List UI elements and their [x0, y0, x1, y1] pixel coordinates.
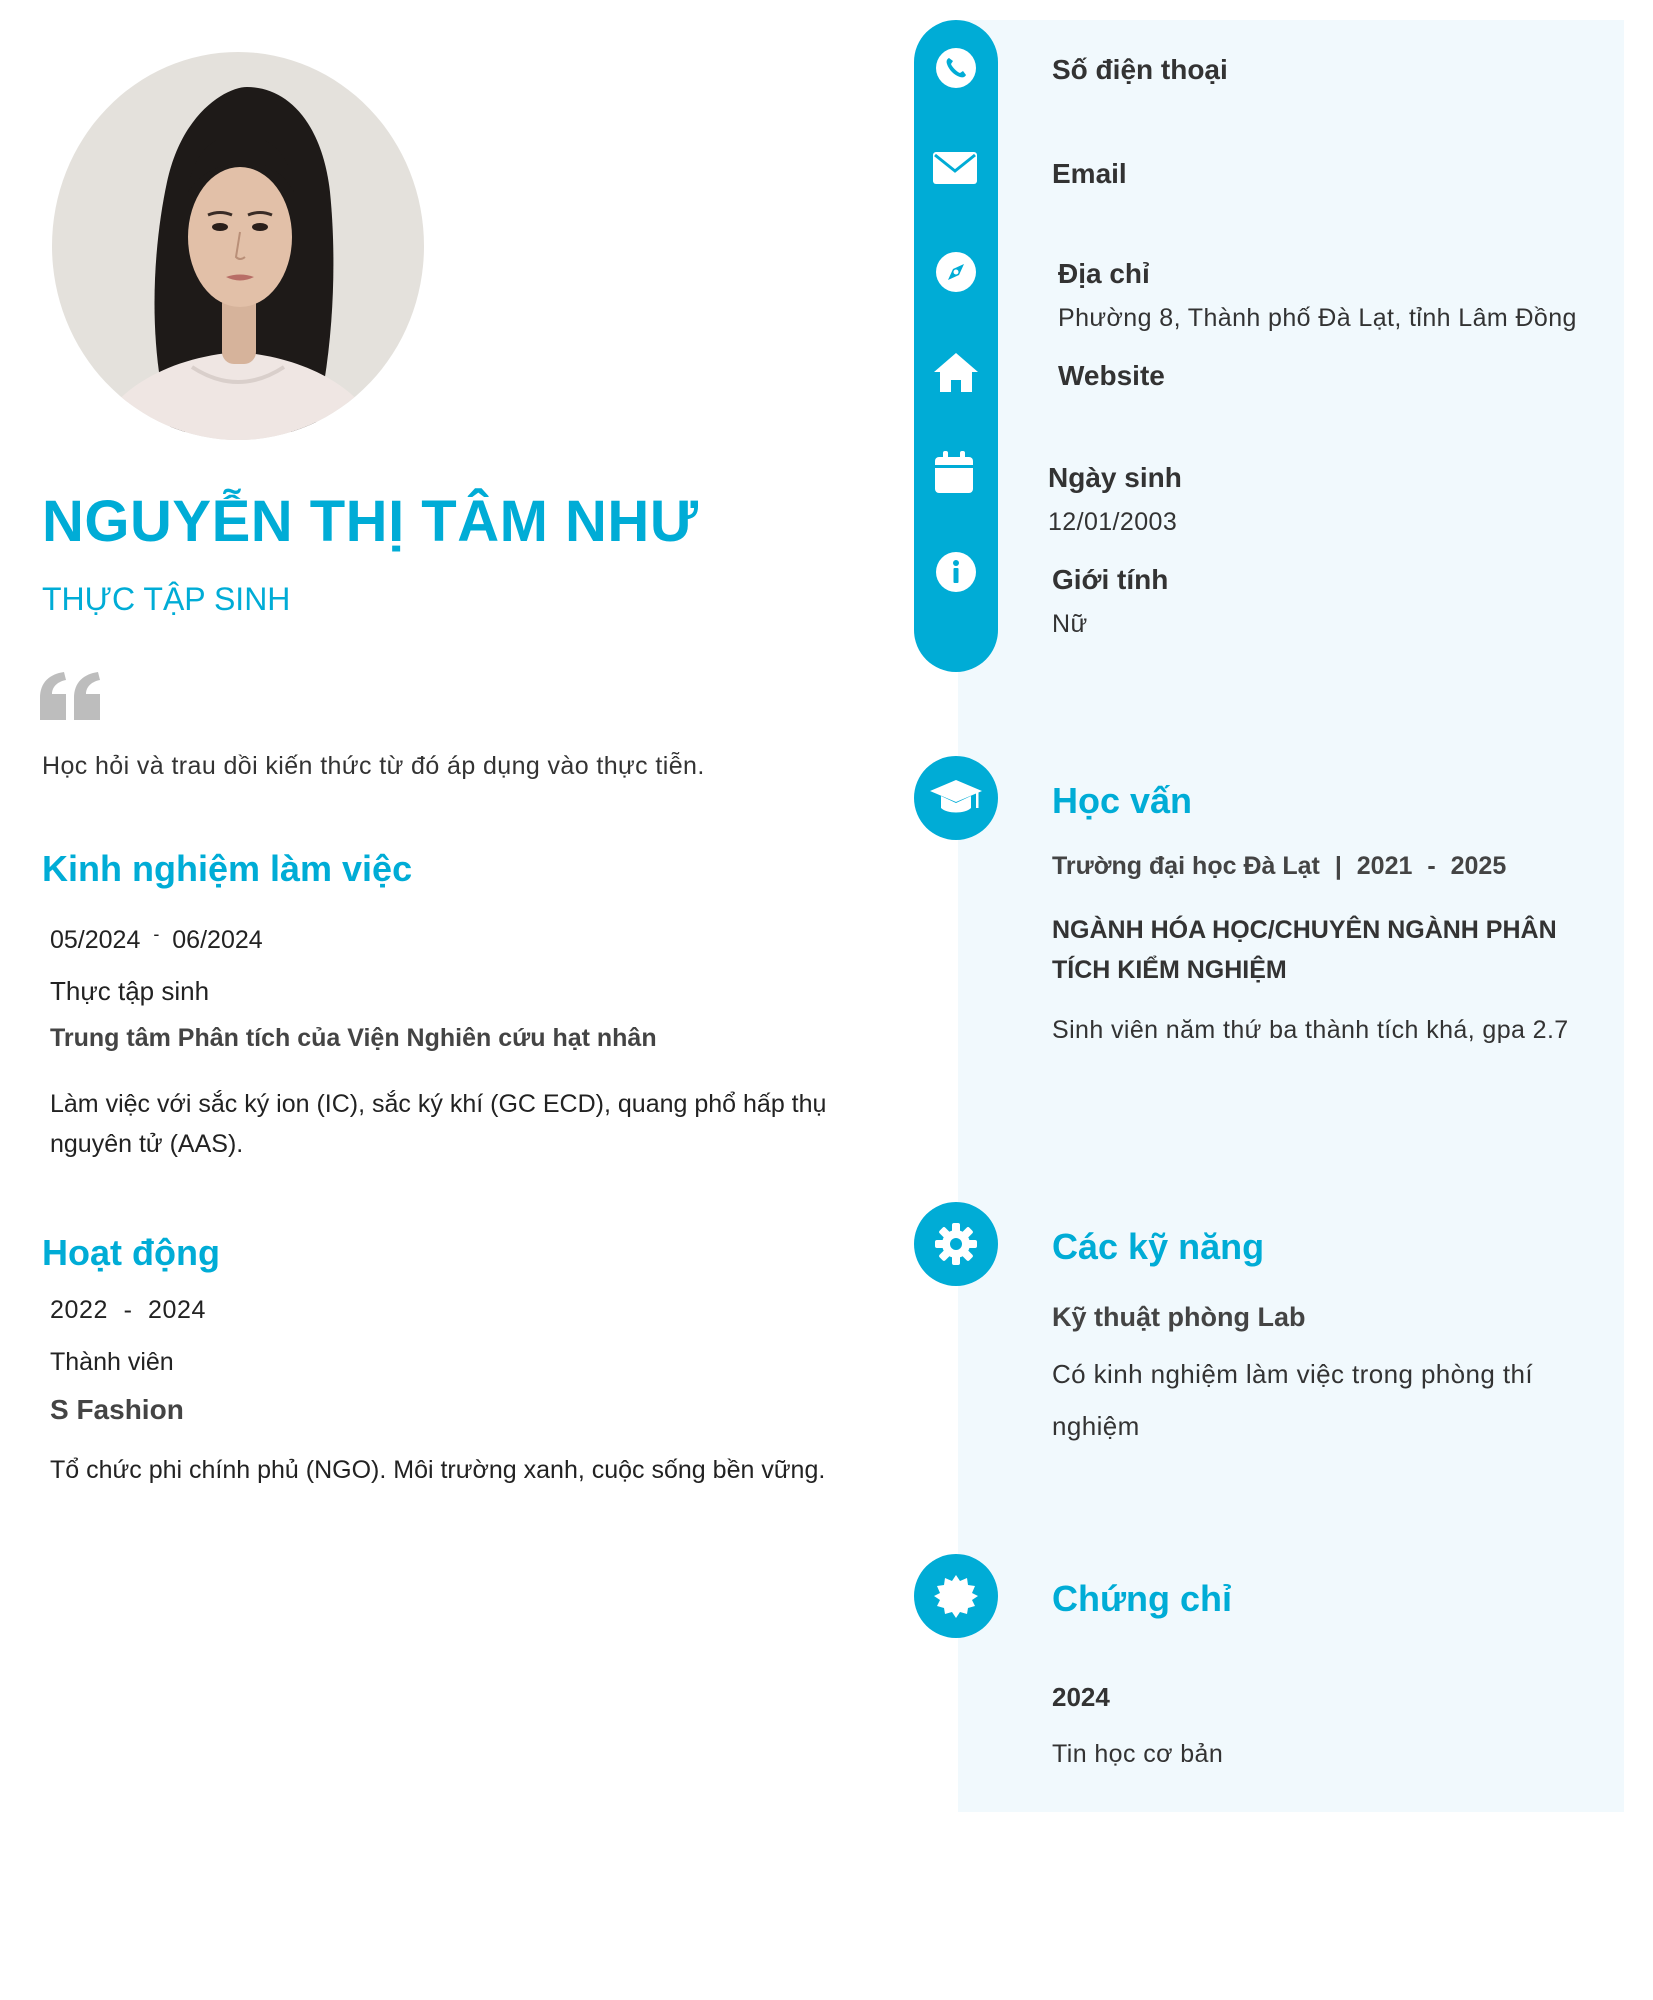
experience-description: Làm việc với sắc ký ion (IC), sắc ký khí (GC ECD), quang phổ hấp thụ nguyên tử (AAS). — [50, 1090, 827, 1158]
activity-end: 2024 — [148, 1296, 207, 1324]
education-major — [1052, 910, 1557, 990]
home-icon — [932, 350, 980, 399]
education-end: 2025 — [1450, 852, 1507, 880]
education-divider: | — [1334, 852, 1342, 880]
website-label: Website — [1058, 360, 1165, 391]
address-value: Phường 8, Thành phố Đà Lạt, tỉnh Lâm Đồng — [1058, 304, 1577, 332]
activity-organization: S Fashion — [50, 1394, 184, 1425]
gear-icon — [914, 1202, 998, 1286]
experience-role: Thực tập sinh — [50, 976, 210, 1006]
info-icon — [934, 550, 978, 599]
envelope-icon — [932, 150, 978, 191]
skill-description — [1052, 1348, 1533, 1452]
candidate-name: NGUYỄN THỊ TÂM NHƯ — [42, 489, 699, 554]
activity-separator: - — [123, 1296, 133, 1324]
activity-description: Tổ chức phi chính phủ (NGO). Môi trường xanh, cuộc sống bền vững. — [50, 1456, 826, 1484]
experience-company: Trung tâm Phân tích của Viện Nghiên cứu hạt nhân — [50, 1024, 657, 1052]
experience-end: 06/2024 — [172, 926, 263, 954]
phone-label: Số điện thoại — [1052, 54, 1228, 85]
education-description: Sinh viên năm thứ ba thành tích khá, gpa 2.7 — [1052, 1016, 1569, 1044]
experience-separator: - — [153, 924, 160, 944]
gender-label: Giới tính — [1052, 564, 1169, 595]
activities-section-title: Hoạt động — [42, 1232, 220, 1273]
experience-section-title: Kinh nghiệm làm việc — [42, 848, 413, 889]
activity-start: 2022 — [50, 1296, 109, 1324]
calendar-icon — [934, 450, 974, 499]
certificate-icon — [914, 1554, 998, 1638]
skills-section-title: Các kỹ năng — [1052, 1226, 1265, 1267]
career-objective: Học hỏi và trau dồi kiến thức từ đó áp dụng vào thực tiễn. — [42, 752, 705, 780]
email-label: Email — [1052, 158, 1127, 189]
education-section-title: Học vấn — [1052, 780, 1193, 821]
birthday-value: 12/01/2003 — [1048, 508, 1178, 536]
certificate-year: 2024 — [1052, 1682, 1110, 1712]
compass-icon — [934, 250, 978, 299]
major-line-2: TÍCH KIỂM NGHIỆM — [1052, 956, 1287, 984]
address-label: Địa chỉ — [1058, 258, 1150, 289]
gender-value: Nữ — [1052, 610, 1088, 638]
skill-desc-line-2: nghiệm — [1052, 1411, 1140, 1441]
major-line-1: NGÀNH HÓA HỌC/CHUYÊN NGÀNH PHÂN — [1052, 916, 1557, 944]
birthday-label: Ngày sinh — [1048, 462, 1182, 493]
skill-desc-line-1: Có kinh nghiệm làm việc trong phòng thí — [1052, 1359, 1533, 1389]
phone-icon — [934, 46, 978, 95]
job-title: THỰC TẬP SINH — [42, 581, 291, 617]
certificate-name: Tin học cơ bản — [1052, 1740, 1224, 1768]
graduation-cap-icon — [914, 756, 998, 840]
school-name: Trường đại học Đà Lạt — [1052, 852, 1320, 880]
contact-icon-rail — [914, 20, 998, 672]
experience-start: 05/2024 — [50, 926, 141, 954]
profile-photo — [52, 52, 424, 440]
quote-icon — [38, 672, 104, 727]
skill-name: Kỹ thuật phòng Lab — [1052, 1302, 1306, 1332]
certificates-section-title: Chứng chỉ — [1052, 1578, 1233, 1619]
education-start: 2021 — [1356, 852, 1413, 880]
activity-role: Thành viên — [50, 1348, 174, 1376]
education-separator: - — [1427, 852, 1436, 880]
activity-period — [50, 1296, 206, 1325]
education-header — [1052, 852, 1506, 881]
experience-period — [50, 926, 263, 955]
